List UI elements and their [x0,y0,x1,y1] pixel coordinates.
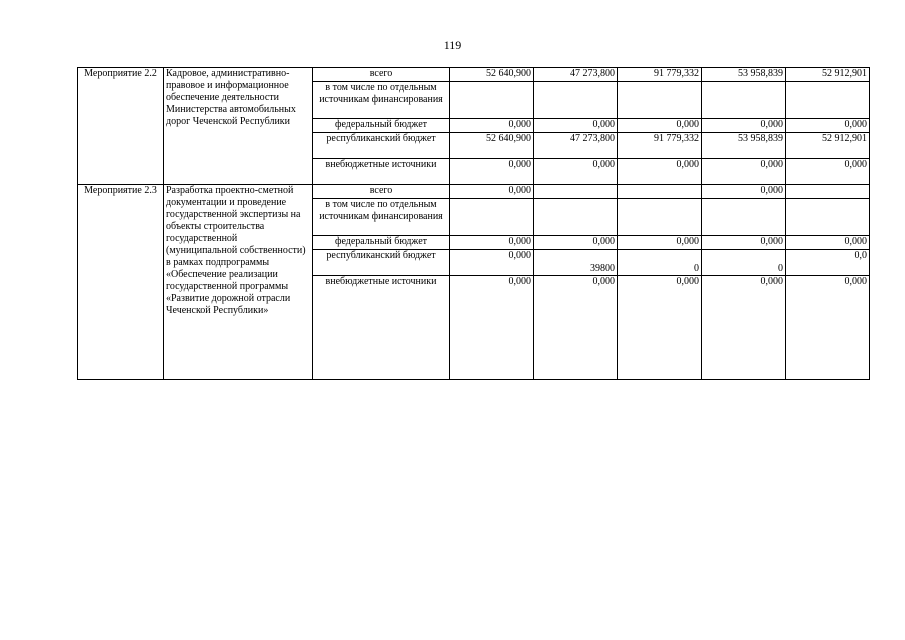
value-cell: 0,000 [786,159,870,185]
funding-source: всего [313,185,450,199]
value-cell: 53 958,839 [702,133,786,159]
value-cell: 0 [702,250,786,276]
value-cell: 0,000 [702,159,786,185]
value-cell: 0,000 [618,159,702,185]
value-cell [450,199,534,236]
funding-source: внебюджетные источники [313,276,450,380]
value-cell: 52 912,901 [786,133,870,159]
funding-source: в том числе по отдельным источникам финансирования [313,82,450,119]
value-cell: 0 [618,250,702,276]
value-cell [618,199,702,236]
value-cell: 0,000 [450,185,534,199]
value-cell [702,82,786,119]
value-cell: 0,000 [702,236,786,250]
funding-source: федеральный бюджет [313,236,450,250]
funding-source: внебюджетные источники [313,159,450,185]
value-cell: 0,000 [450,250,534,276]
value-cell: 39800 [534,250,618,276]
funding-source: республиканский бюджет [313,250,450,276]
value-cell: 52 640,900 [450,68,534,82]
value-cell [450,82,534,119]
value-cell: 47 273,800 [534,133,618,159]
value-cell [786,199,870,236]
value-cell: 0,000 [450,276,534,380]
value-cell: 0,000 [786,119,870,133]
value-cell [534,82,618,119]
value-cell: 0,000 [702,119,786,133]
budget-table [77,67,870,380]
value-cell [702,199,786,236]
value-cell: 0,000 [450,119,534,133]
value-cell: 0,000 [534,119,618,133]
value-cell [534,199,618,236]
value-cell [786,82,870,119]
value-cell: 0,000 [786,276,870,380]
funding-source: республиканский бюджет [313,133,450,159]
value-cell: 0,000 [450,236,534,250]
value-cell: 0,000 [450,159,534,185]
funding-source: федеральный бюджет [313,119,450,133]
value-cell: 0,000 [534,159,618,185]
value-cell [618,82,702,119]
value-cell: 52 640,900 [450,133,534,159]
event-name: Кадровое, административно-правовое и информационное обеспечение деятельности Министерства автомобильных дорог Чеченской Республики [164,68,313,185]
value-cell: 0,000 [534,236,618,250]
funding-source: в том числе по отдельным источникам финансирования [313,199,450,236]
value-cell [534,185,618,199]
value-cell: 91 779,332 [618,133,702,159]
event-code: Мероприятие 2.2 [78,68,164,185]
table-row [78,68,870,82]
value-cell: 0,0 [786,250,870,276]
value-cell [786,185,870,199]
value-cell: 91 779,332 [618,68,702,82]
value-cell: 0,000 [618,236,702,250]
value-cell: 52 912,901 [786,68,870,82]
event-code: Мероприятие 2.3 [78,185,164,380]
event-name: Разработка проектно-сметной документации и проведение государственной экспертизы на объекты строительства государственной (муниципальной собственности) в рамках подпрограммы «Обеспечение реализации государственной программы «Развитие дорожной отрасли Чеченской Республики» [164,185,313,380]
funding-source: всего [313,68,450,82]
value-cell: 0,000 [618,276,702,380]
value-cell [618,185,702,199]
value-cell: 0,000 [702,185,786,199]
value-cell: 47 273,800 [534,68,618,82]
value-cell: 0,000 [702,276,786,380]
value-cell: 0,000 [786,236,870,250]
value-cell: 0,000 [618,119,702,133]
table-row [78,185,870,199]
value-cell: 53 958,839 [702,68,786,82]
page-number: 119 [443,38,462,52]
value-cell: 0,000 [534,276,618,380]
